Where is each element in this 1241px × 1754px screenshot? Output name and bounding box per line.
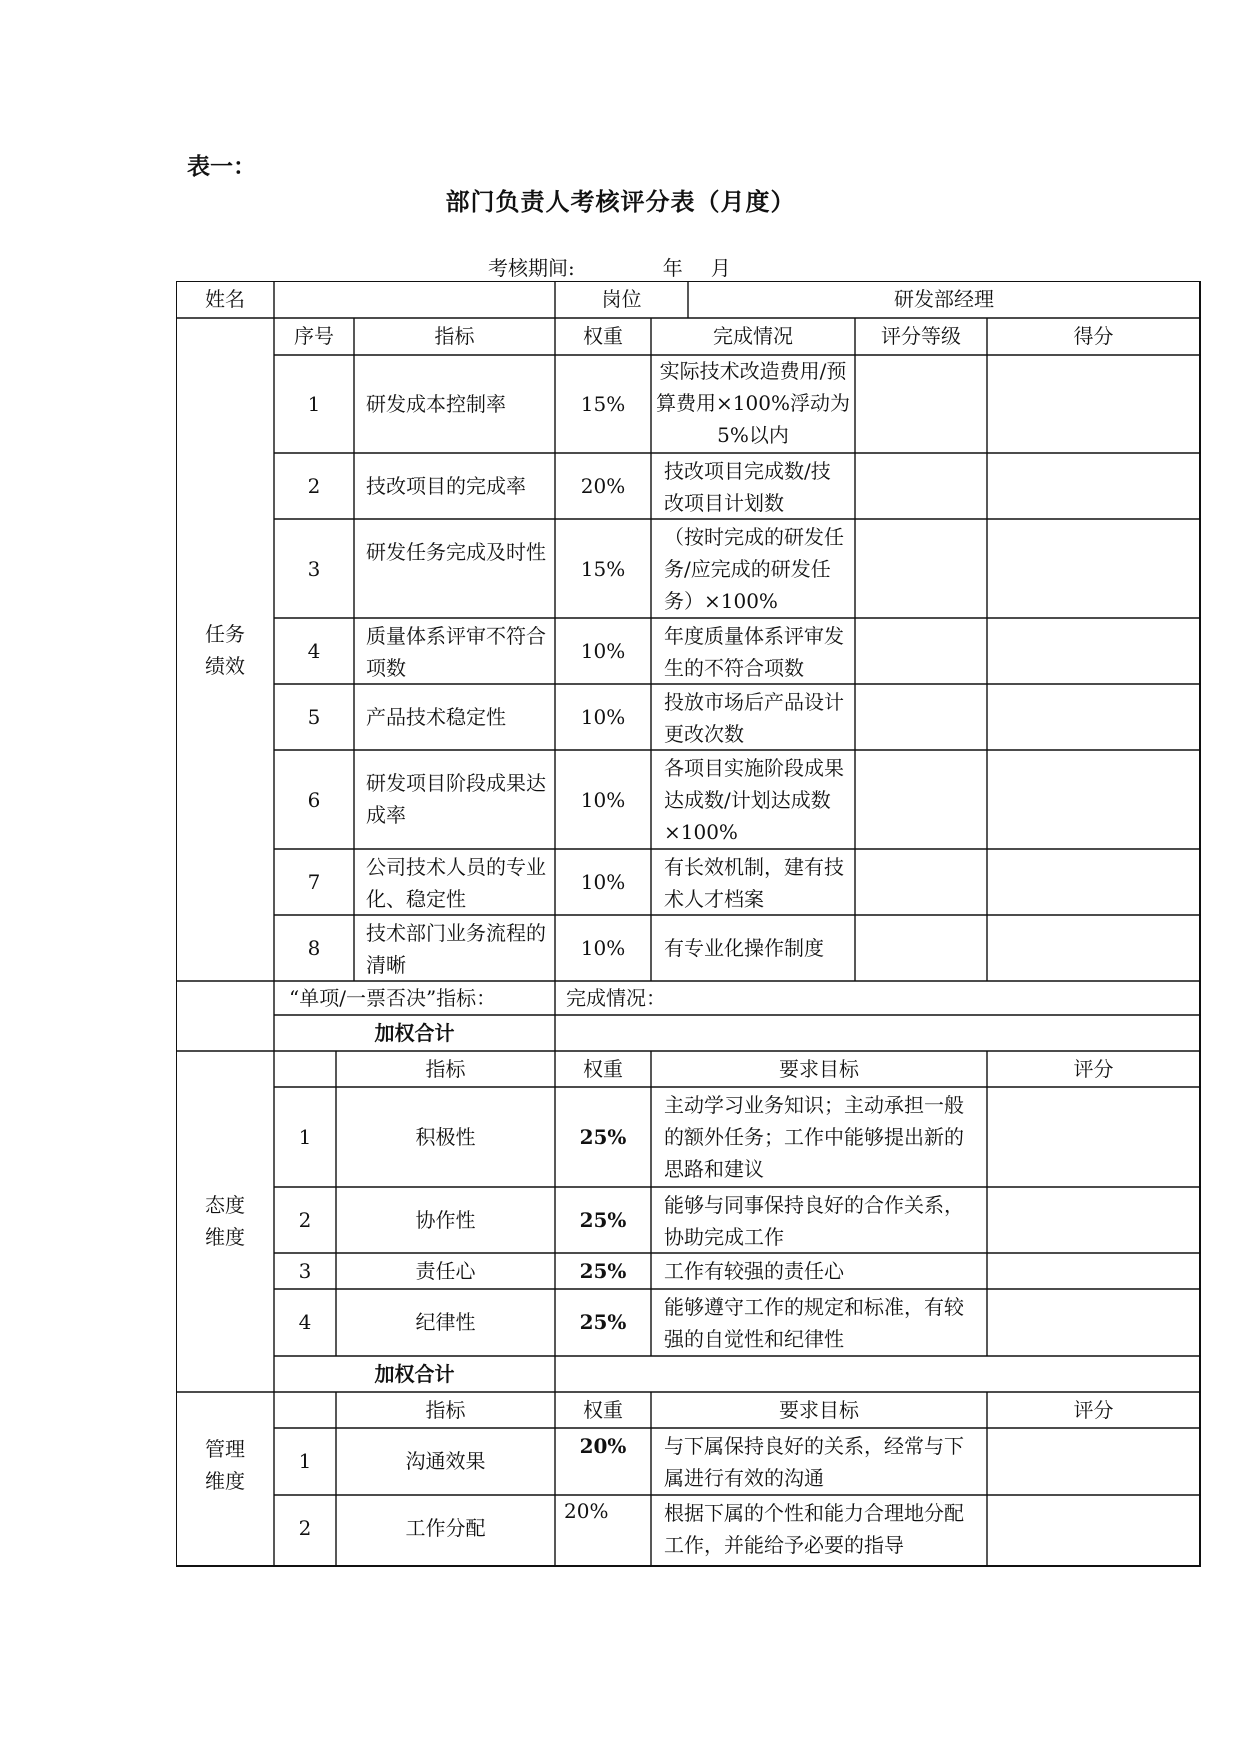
attitude-row-1-weight: 25% [579,1125,627,1149]
attitude-row-4-indicator: 纪律性 [415,1310,476,1334]
attitude-column-header-weight: 权重 [583,1057,623,1081]
management-row-2-weight: 20% [564,1499,609,1523]
task-row-5-weight: 10% [580,705,626,729]
attitude-weighted-total: 加权合计 [374,1362,455,1386]
task-row-1-weight: 15% [580,392,626,416]
task-row-8-indicator: 技术部门业务流程的清晰 [366,921,546,977]
column-header-indicator: 指标 [434,324,475,348]
management-column-header-score: 评分 [1073,1398,1114,1422]
management-column-header-target: 要求目标 [779,1398,859,1422]
period-month: 月 [710,256,731,280]
attitude-row-2-indicator: 协作性 [415,1208,476,1232]
task-row-7-weight: 10% [580,870,626,894]
management-column-header-weight: 权重 [583,1398,623,1422]
management-column-header-indicator: 指标 [425,1398,466,1422]
task-row-6-weight: 10% [580,788,626,812]
section-label-task: 任务 绩效 [205,622,245,678]
attitude-column-header-target: 要求目标 [779,1057,859,1081]
attitude-row-4-no: 4 [298,1310,312,1334]
assessment-period [488,252,731,281]
task-row-4-indicator: 质量体系评审不符合项数 [366,624,546,680]
task-row-7-indicator: 公司技术人员的专业化、稳定性 [366,855,546,911]
task-row-4-completion: 年度质量体系评审发生的不符合项数 [664,624,844,680]
veto-indicator-label: “单项/一票否决”指标： [289,986,497,1010]
column-header-rating-level: 评分等级 [881,324,961,348]
task-row-3-no: 3 [307,557,321,581]
attitude-row-4-target: 能够遵守工作的规定和标准，有较强的自觉性和纪律性 [664,1295,964,1351]
task-row-6-no: 6 [307,788,321,812]
attitude-row-3-indicator: 责任心 [415,1259,476,1283]
column-header-completion: 完成情况 [713,324,793,348]
task-row-7-completion: 有长效机制，建有技术人才档案 [664,855,844,911]
task-row-3-indicator: 研发任务完成及时性 [366,540,546,564]
task-row-3-completion: （按时完成的研发任务/应完成的研发任务）×100% [664,525,844,613]
task-row-5-no: 5 [307,705,321,729]
section-label-attitude: 态度 维度 [205,1193,245,1249]
attitude-column-header-score: 评分 [1073,1057,1114,1081]
attitude-row-2-no: 2 [298,1208,312,1232]
management-row-1-weight: 20% [579,1434,627,1458]
attitude-row-2-target: 能够与同事保持良好的合作关系，协助完成工作 [664,1193,964,1249]
attitude-row-3-target: 工作有较强的责任心 [664,1259,844,1283]
task-row-5-completion: 投放市场后产品设计更改次数 [664,690,844,746]
management-row-1-no: 1 [298,1449,312,1473]
management-row-2-indicator: 工作分配 [405,1516,486,1540]
period-year: 年 [662,256,683,280]
veto-completion-label: 完成情况： [566,986,666,1010]
management-row-1-target: 与下属保持良好的关系，经常与下属进行有效的沟通 [664,1434,964,1490]
attitude-row-2-weight: 25% [579,1208,627,1232]
evaluation-table [176,281,1201,1567]
column-header-weight: 权重 [583,324,623,348]
management-row-2-target: 根据下属的个性和能力合理地分配工作，并能给予必要的指导 [664,1501,964,1557]
attitude-row-3-no: 3 [298,1259,312,1283]
task-row-1-indicator: 研发成本控制率 [366,392,506,416]
attitude-row-1-target: 主动学习业务知识；主动承担一般的额外任务；工作中能够提出新的思路和建议 [664,1093,964,1181]
column-header-no: 序号 [294,324,334,348]
management-row-1-indicator: 沟通效果 [405,1449,486,1473]
task-row-2-indicator: 技改项目的完成率 [366,474,526,498]
post-value: 研发部经理 [894,287,994,311]
task-row-7-no: 7 [307,870,321,894]
attitude-row-1-indicator: 积极性 [415,1125,476,1149]
task-row-4-no: 4 [307,639,321,663]
task-row-1-completion: 实际技术改造费用/预算费用×100%浮动为5%以内 [656,359,850,447]
name-label: 姓名 [205,287,245,311]
task-weighted-total: 加权合计 [374,1021,455,1045]
attitude-row-1-no: 1 [298,1125,312,1149]
page-title: 部门负责人考核评分表（月度） [445,187,796,216]
task-row-8-no: 8 [307,936,321,960]
task-row-1-no: 1 [307,392,321,416]
attitude-row-4-weight: 25% [579,1310,627,1334]
task-row-8-completion: 有专业化操作制度 [664,936,824,960]
column-header-score: 得分 [1073,324,1114,348]
section-label-management: 管理 维度 [205,1437,245,1493]
task-row-2-completion: 技改项目完成数/技改项目计划数 [664,459,831,515]
task-row-2-no: 2 [307,474,321,498]
management-row-2-no: 2 [298,1516,312,1540]
task-row-8-weight: 10% [580,936,626,960]
task-row-6-indicator: 研发项目阶段成果达成率 [366,771,546,827]
task-row-2-weight: 20% [580,474,626,498]
period-label: 考核期间: [488,256,575,280]
attitude-row-3-weight: 25% [579,1259,627,1283]
task-row-6-completion: 各项目实施阶段成果达成数/计划达成数×100% [664,756,844,844]
task-row-5-indicator: 产品技术稳定性 [366,705,506,729]
post-label: 岗位 [601,287,642,311]
table-label: 表一： [187,153,256,180]
task-row-3-weight: 15% [580,557,626,581]
attitude-column-header-indicator: 指标 [425,1057,466,1081]
task-row-4-weight: 10% [580,639,626,663]
